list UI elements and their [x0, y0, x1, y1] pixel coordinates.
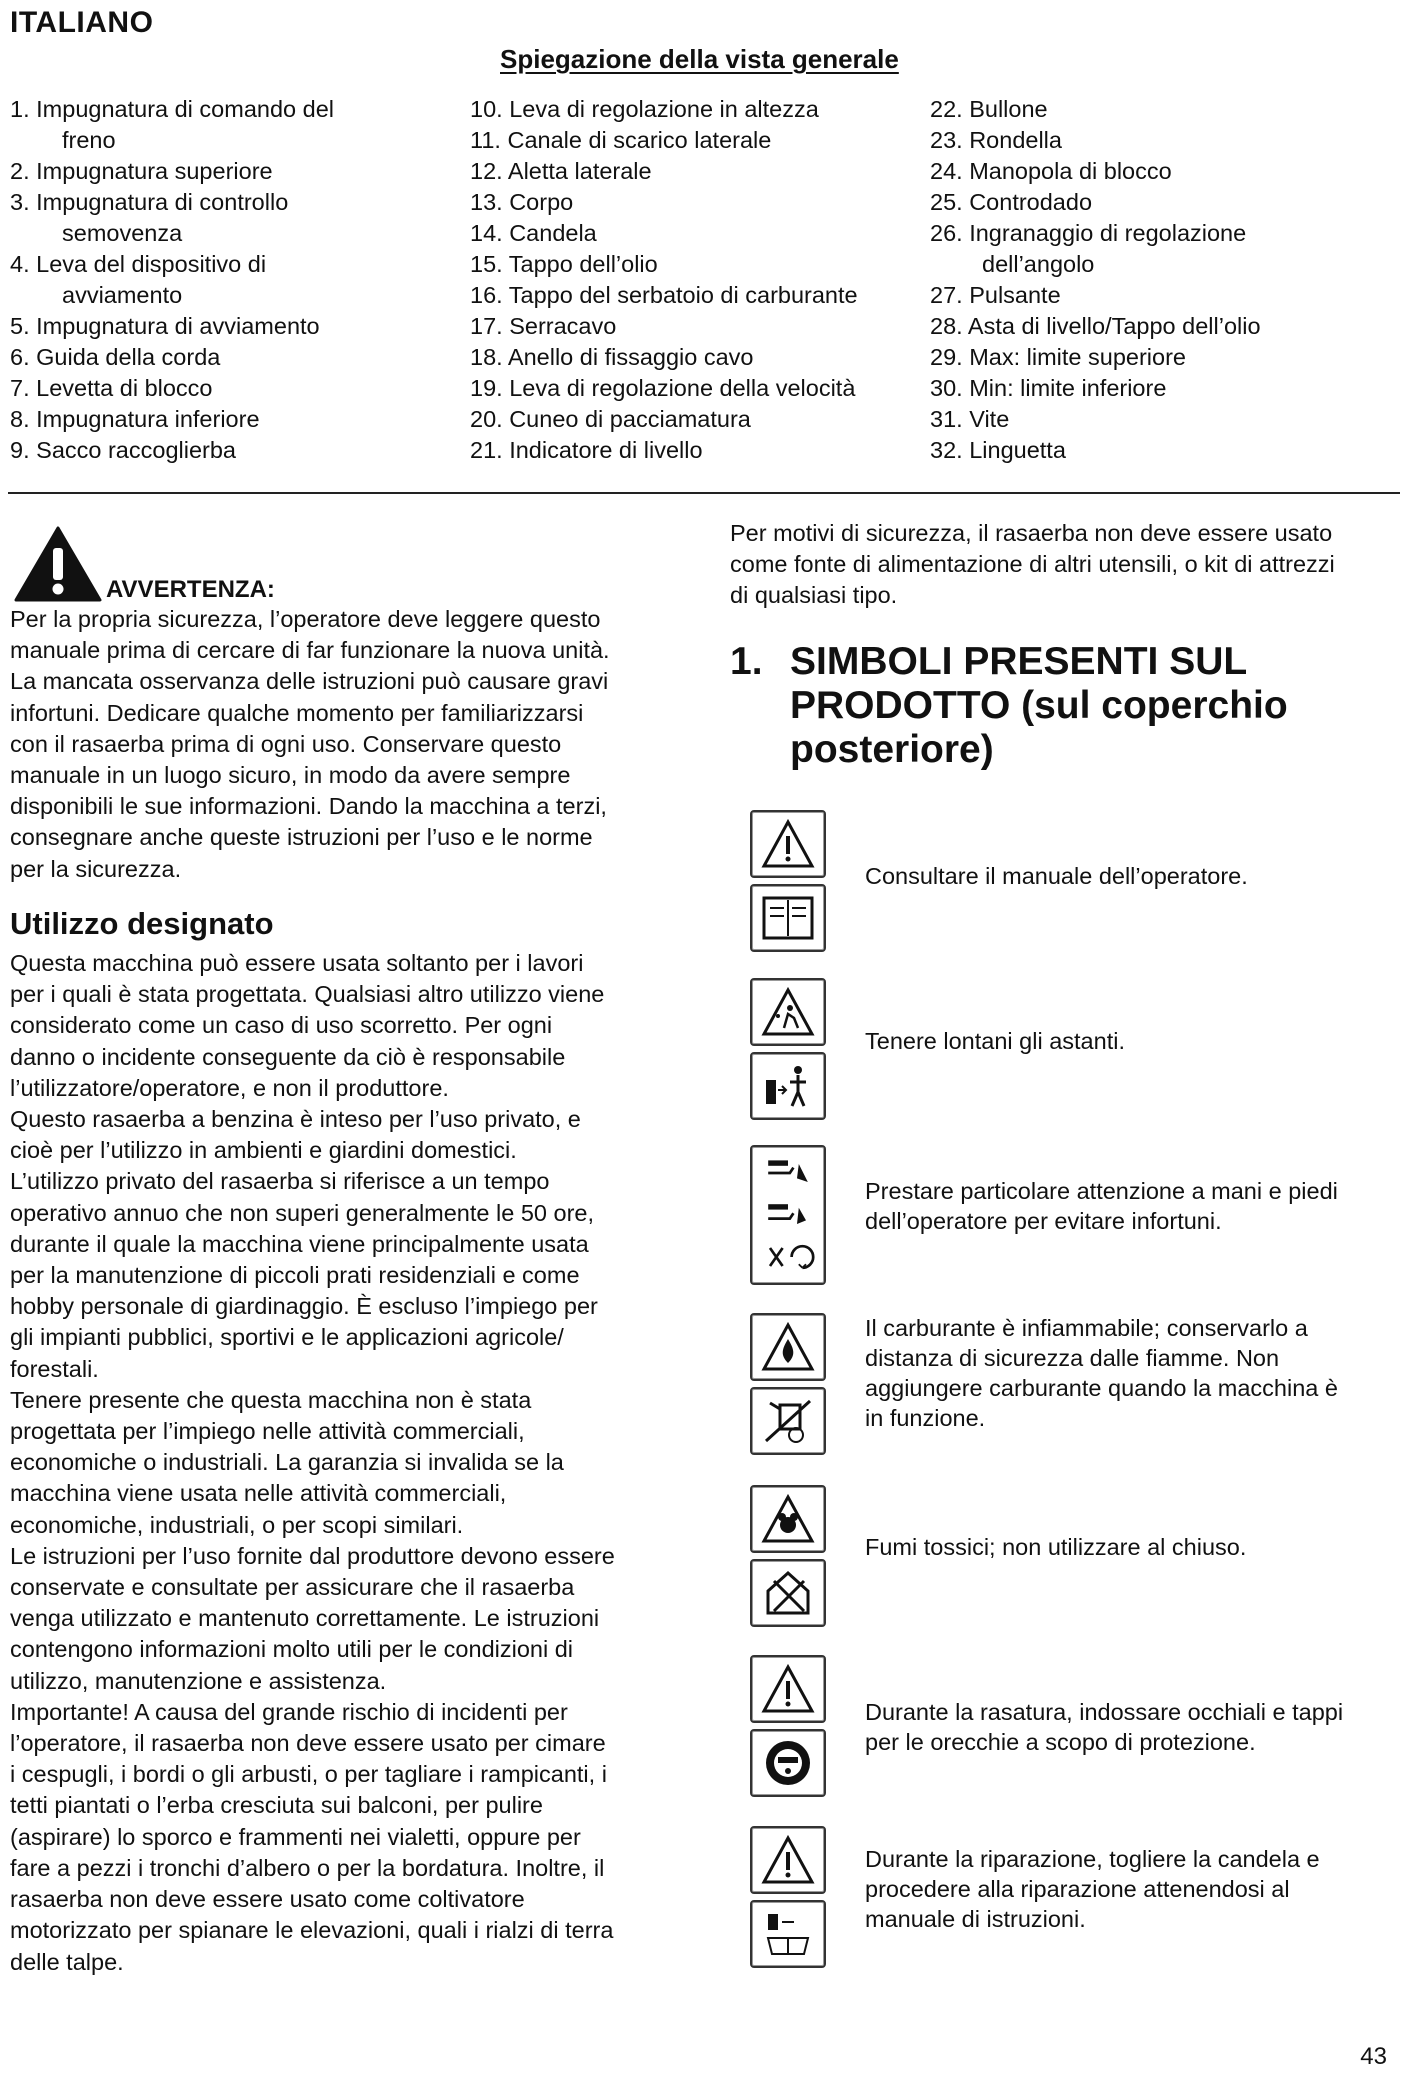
legend-text: Levetta di blocco [36, 375, 213, 401]
legend-text: Candela [509, 220, 597, 246]
legend-number: 24. [930, 158, 963, 184]
text-line: rasaerba non deve essere usato come coltivatore [10, 1886, 525, 1913]
text-line: procedere alla riparazione attenendosi al [865, 1876, 1290, 1902]
legend-number: 7. [10, 375, 30, 401]
text-line: l’operatore, il rasaerba non deve essere usato per cimare [10, 1730, 606, 1757]
legend-number: 28. [930, 313, 963, 339]
legend-text: Impugnatura di avviamento [36, 313, 320, 339]
text-line: infortuni. Dedicare qualche momento per familiarizzarsi [10, 699, 584, 726]
legend-text: Max: limite superiore [969, 344, 1186, 370]
symbol-fuel [750, 1313, 828, 1461]
text-line: l’utilizzatore/operatore, e non il produttore. [10, 1074, 449, 1101]
symbol-manual [750, 810, 828, 958]
legend-text: Bullone [969, 96, 1048, 122]
legend-item [10, 311, 450, 342]
symbol-protection [750, 1655, 828, 1803]
text-line: danno o incidente conseguente da ciò è responsabile [10, 1043, 566, 1070]
intended-use-heading: Utilizzo designato [10, 906, 274, 941]
legend-number: 30. [930, 375, 963, 401]
legend-number: 11. [470, 127, 501, 153]
legend-item [930, 125, 1390, 156]
legend-text: Rondella [969, 127, 1062, 153]
text-line: economiche, industriali, o per scopi similari. [10, 1511, 464, 1538]
symbol-repair [750, 1826, 828, 1974]
text-line: cioè per l’utilizzo in ambienti e giardini domestici. [10, 1137, 517, 1164]
text-line: Per la propria sicurezza, l’operatore deve leggere questo [10, 606, 601, 632]
fire-warning-icon [760, 1321, 816, 1373]
legend-number: 14. [470, 220, 503, 246]
legend-item [470, 311, 930, 342]
warning-triangle-icon [760, 1663, 816, 1715]
text-line: come fonte di alimentazione di altri utensili, o kit di attrezzi [730, 551, 1335, 578]
text-line: Durante la rasatura, indossare occhiali e tappi [865, 1699, 1344, 1725]
legend-text-continued: freno [62, 127, 116, 153]
text-line: i cespugli, i bordi o gli arbusti, o per tagliare i rampicanti, i [10, 1761, 607, 1788]
bystander-distance-icon [760, 1060, 816, 1112]
text-line: operativo annuo che non superi generalmente le 50 ore, [10, 1199, 594, 1226]
legend-number: 18. [470, 344, 503, 370]
hand-blade-icon [760, 1155, 816, 1191]
legend-item [930, 280, 1390, 311]
legend-number: 23. [930, 127, 963, 153]
text-line: motorizzato per spianare le elevazioni, quali i rialzi di terra [10, 1917, 614, 1944]
text-line: disponibili le sue informazioni. Dando la macchina a terzi, [10, 793, 607, 820]
legend-number: 9. [10, 437, 30, 463]
legend-item [930, 435, 1390, 466]
legend-text: Canale di scarico laterale [507, 127, 772, 153]
warning-text [10, 604, 675, 885]
legend-text-continued: semovenza [62, 220, 183, 246]
text-line: gli impianti pubblici, sportivi e le applicazioni agricole/ [10, 1324, 564, 1351]
legend-item [470, 249, 930, 280]
legend-text: Controdado [969, 189, 1093, 215]
legend-item [930, 404, 1390, 435]
legend-item [470, 218, 930, 249]
legend-number: 27. [930, 282, 963, 308]
legend-item [10, 187, 450, 249]
symbol-description [865, 1532, 1395, 1562]
eye-ear-protection-icon [760, 1737, 816, 1789]
legend-number: 15. [470, 251, 503, 277]
text-line: Consultare il manuale dell’operatore. [865, 863, 1248, 889]
section-1-heading [730, 640, 1390, 772]
legend-text: Min: limite inferiore [969, 375, 1167, 401]
text-line: fare a pezzi i tronchi d’albero o per la bordatura. Inoltre, il [10, 1854, 605, 1881]
text-line: manuale prima di cercare di far funzionare la nuova unità. [10, 637, 610, 664]
legend-text: Guida della corda [36, 344, 221, 370]
legend-item [470, 187, 930, 218]
legend-text: Vite [969, 406, 1010, 432]
toxic-fumes-icon [760, 1493, 816, 1545]
text-line: (aspirare) lo sporco e frammenti nei vialetti, oppure per [10, 1823, 581, 1850]
legend-number: 17. [470, 313, 503, 339]
legend-text: Anello di fissaggio cavo [507, 344, 754, 370]
legend-item [470, 404, 930, 435]
symbol-description [865, 1176, 1395, 1236]
legend-item [470, 373, 930, 404]
text-line: progettata per l’impiego nelle attività commerciali, [10, 1418, 525, 1445]
legend-text: Aletta laterale [507, 158, 652, 184]
text-line: Fumi tossici; non utilizzare al chiuso. [865, 1534, 1247, 1560]
legend-item [10, 249, 450, 311]
legend-text: Ingranaggio di regolazione [969, 220, 1247, 246]
legend-text: Cuneo di pacciamatura [509, 406, 751, 432]
legend-item [470, 342, 930, 373]
text-line: manuale di istruzioni. [865, 1906, 1086, 1932]
text-line: utilizzo, manutenzione e assistenza. [10, 1667, 387, 1694]
book-icon [760, 892, 816, 944]
legend-text: Sacco raccoglierba [36, 437, 236, 463]
legend-item [10, 156, 450, 187]
legend-number: 10. [470, 96, 503, 122]
legend-item [470, 125, 930, 156]
text-line: durante il quale la macchina viene principalmente usata [10, 1230, 589, 1257]
legend-text: Serracavo [509, 313, 617, 339]
legend-column-2 [470, 94, 930, 466]
legend-number: 19. [470, 375, 503, 401]
foot-blade-icon [760, 1197, 816, 1233]
legend-number: 8. [10, 406, 30, 432]
legend-number: 22. [930, 96, 963, 122]
symbol-description [865, 1313, 1395, 1433]
warning-triangle-icon [760, 1834, 816, 1886]
text-line: con il rasaerba prima di ogni uso. Conservare questo [10, 730, 562, 757]
legend-item [10, 404, 450, 435]
text-line: in funzione. [865, 1405, 986, 1431]
legend-text: Tappo del serbatoio di carburante [508, 282, 858, 308]
text-line: per i quali è stata progettata. Qualsiasi altro utilizzo viene [10, 981, 605, 1008]
legend-number: 20. [470, 406, 503, 432]
text-line: Tenere presente che questa macchina non è stata [10, 1386, 532, 1413]
right-intro-text [730, 518, 1390, 612]
symbol-toxic-fumes [750, 1485, 828, 1633]
legend-number: 12. [470, 158, 503, 184]
legend-item [470, 435, 930, 466]
text-line: per le orecchie a scopo di protezione. [865, 1729, 1256, 1755]
symbol-description [865, 1697, 1395, 1757]
legend-text: Impugnatura superiore [36, 158, 273, 184]
no-refuel-running-icon [760, 1395, 816, 1447]
legend-number: 1. [10, 96, 30, 122]
legend-item [10, 94, 450, 156]
section-title-line: posteriore) [790, 728, 994, 771]
legend-item [470, 94, 930, 125]
text-line: Questo rasaerba a benzina è inteso per l’uso privato, e [10, 1106, 581, 1133]
text-line: aggiungere carburante quando la macchina è [865, 1375, 1338, 1401]
text-line: Durante la riparazione, togliere la candela e [865, 1846, 1320, 1872]
text-line: dell’operatore per evitare infortuni. [865, 1208, 1222, 1234]
thrown-objects-icon [760, 986, 816, 1038]
warning-triangle-icon [14, 526, 102, 602]
text-line: macchina viene usata nelle attività commerciali, [10, 1480, 507, 1507]
legend-number: 25. [930, 189, 963, 215]
text-line: distanza di sicurezza dalle fiamme. Non [865, 1345, 1280, 1371]
section-title-line: SIMBOLI PRESENTI SUL [790, 640, 1248, 683]
legend-item [930, 342, 1390, 373]
text-line: manuale in un luogo sicuro, in modo da avere sempre [10, 762, 571, 789]
text-line: Le istruzioni per l’uso fornite dal produttore devono essere [10, 1542, 615, 1569]
legend-number: 21. [470, 437, 503, 463]
legend-text: Leva del dispositivo di [36, 251, 267, 277]
symbol-hands-feet [750, 1145, 828, 1291]
section-title-line: PRODOTTO (sul coperchio [790, 684, 1288, 727]
language-heading: ITALIANO [10, 6, 154, 39]
legend-text: Impugnatura inferiore [36, 406, 260, 432]
rotating-blade-icon [760, 1239, 816, 1275]
legend-number: 13. [470, 189, 503, 215]
text-line: per la sicurezza. [10, 855, 182, 882]
overview-title: Spiegazione della vista generale [500, 44, 899, 74]
legend-column-1 [10, 94, 450, 466]
legend-number: 29. [930, 344, 963, 370]
legend-text: Impugnatura di comando del [36, 96, 334, 122]
legend-number: 32. [930, 437, 963, 463]
no-indoor-use-icon [760, 1567, 816, 1619]
text-line: venga utilizzato e mantenuto correttamente. Le istruzioni [10, 1605, 600, 1632]
text-line: tetti piantati o l’erba cresciuta sui balconi, per pulire [10, 1792, 543, 1819]
text-line: Tenere lontani gli astanti. [865, 1028, 1125, 1054]
text-line: conservate e consultate per assicurare che il rasaerba [10, 1574, 575, 1601]
legend-text: Manopola di blocco [969, 158, 1172, 184]
symbol-description [865, 861, 1395, 891]
text-line: Il carburante è infiammabile; conservarlo a [865, 1315, 1308, 1341]
text-line: considerato come un caso di uso scorretto. Per ogni [10, 1012, 553, 1039]
legend-text: Linguetta [969, 437, 1066, 463]
legend-text: Impugnatura di controllo [36, 189, 289, 215]
legend-text-continued: dell’angolo [982, 251, 1095, 277]
text-line: hobby personale di giardinaggio. È escluso l’impiego per [10, 1293, 598, 1320]
legend-item [470, 156, 930, 187]
symbol-description [865, 1844, 1395, 1934]
intended-use-text [10, 948, 675, 1978]
text-line: Questa macchina può essere usata soltanto per i lavori [10, 950, 584, 976]
text-line: Per motivi di sicurezza, il rasaerba non deve essere usato [730, 520, 1333, 546]
legend-item [930, 187, 1390, 218]
warning-title: AVVERTENZA: [106, 576, 275, 603]
legend-item [470, 280, 930, 311]
legend-item [10, 435, 450, 466]
text-line: Importante! A causa del grande rischio di incidenti per [10, 1698, 568, 1725]
legend-text: Leva di regolazione in altezza [509, 96, 819, 122]
legend-item [930, 311, 1390, 342]
legend-text: Asta di livello/Tappo dell’olio [967, 313, 1261, 339]
page-number: 43 [1360, 2043, 1387, 2070]
legend-number: 26. [930, 220, 963, 246]
section-number: 1. [730, 640, 763, 683]
legend-item [10, 373, 450, 404]
legend-text: Corpo [509, 189, 574, 215]
legend-text: Tappo dell’olio [508, 251, 658, 277]
legend-item [930, 373, 1390, 404]
legend-number: 2. [10, 158, 30, 184]
text-line: di qualsiasi tipo. [730, 582, 898, 609]
text-line: contengono informazioni molto utili per le condizioni di [10, 1636, 574, 1663]
text-line: L’utilizzo privato del rasaerba si riferisce a un tempo [10, 1168, 550, 1195]
text-line: consegnare anche queste istruzioni per l’uso e le norme [10, 824, 593, 851]
legend-text-continued: avviamento [62, 282, 183, 308]
legend-number: 16. [470, 282, 503, 308]
legend-item [10, 342, 450, 373]
legend-number: 6. [10, 344, 30, 370]
legend-number: 5. [10, 313, 30, 339]
section-divider [8, 492, 1400, 494]
symbol-bystanders [750, 978, 828, 1126]
text-line: delle talpe. [10, 1948, 124, 1975]
text-line: Prestare particolare attenzione a mani e piedi [865, 1178, 1338, 1204]
text-line: economiche o industriali. La garanzia si invalida se la [10, 1449, 564, 1476]
text-line: forestali. [10, 1355, 99, 1382]
legend-number: 4. [10, 251, 30, 277]
legend-item [930, 94, 1390, 125]
legend-text: Indicatore di livello [509, 437, 703, 463]
symbol-description [865, 1026, 1395, 1056]
legend-number: 3. [10, 189, 30, 215]
spark-plug-manual-icon [760, 1908, 816, 1960]
text-line: per la manutenzione di piccoli prati residenziali e come [10, 1262, 580, 1289]
legend-item [930, 218, 1390, 280]
warning-triangle-icon [760, 818, 816, 870]
legend-text: Leva di regolazione della velocità [509, 375, 856, 401]
text-line: La mancata osservanza delle istruzioni può causare gravi [10, 668, 609, 695]
legend-column-3 [930, 94, 1390, 466]
legend-item [930, 156, 1390, 187]
legend-number: 31. [930, 406, 963, 432]
legend-text: Pulsante [969, 282, 1061, 308]
